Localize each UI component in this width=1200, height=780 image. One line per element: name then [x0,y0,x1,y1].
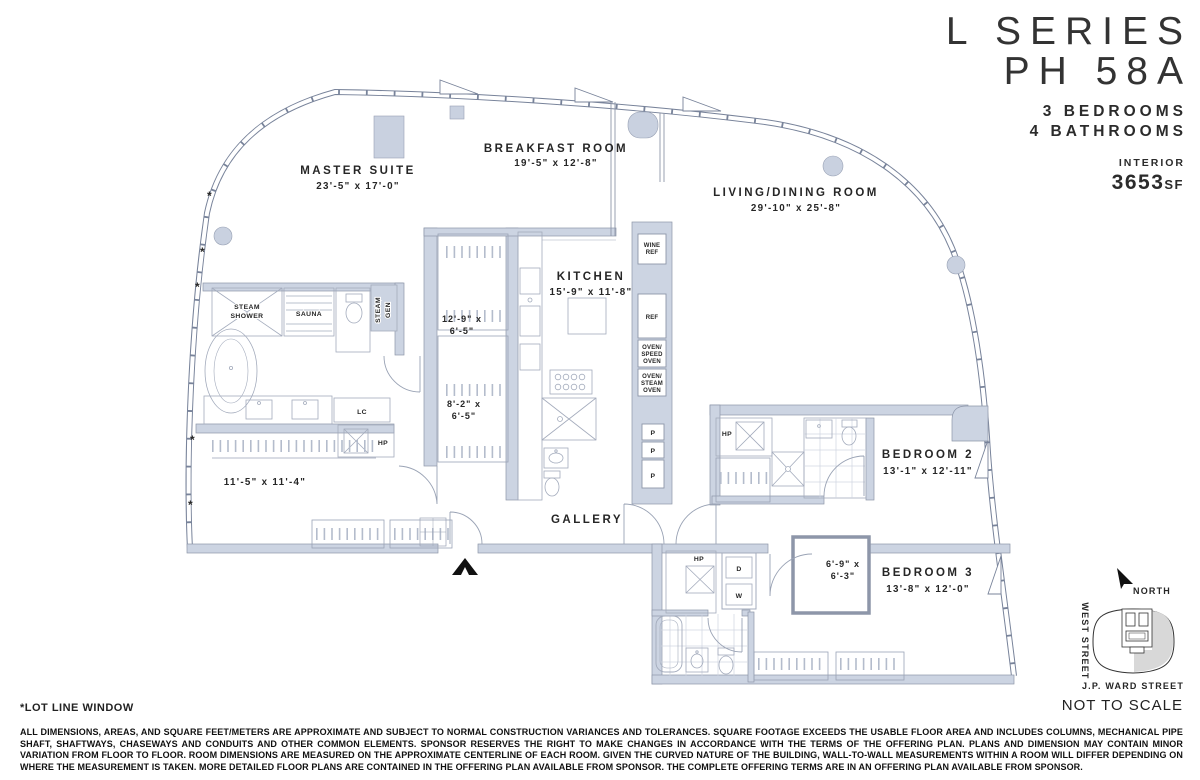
svg-text:HP: HP [693,556,705,563]
svg-text:6'-9" x: 6'-9" x [826,559,860,569]
range [550,370,592,394]
svg-text:8'-2" x: 8'-2" x [447,399,481,409]
north-label: NORTH [1133,586,1171,596]
entry-arrow [452,558,478,575]
svg-text:13'-1" x 12'-11": 13'-1" x 12'-11" [883,466,973,477]
svg-text:19'-5" x 12'-8": 19'-5" x 12'-8" [514,158,598,169]
bathrooms-count: 4 BATHROOMS [1029,123,1187,141]
room-labels [224,143,974,595]
not-to-scale-label: NOT TO SCALE [1061,697,1183,714]
svg-text:29'-10" x 25'-8": 29'-10" x 25'-8" [750,203,842,214]
unit-title: PH 58A [1003,49,1192,93]
title-block [945,10,1192,195]
living-dining-label: LIVING/DINING ROOM [713,187,879,199]
svg-text:OVEN/: OVEN/ [642,345,662,351]
north-arrow-icon [1117,568,1133,589]
kitchen-label: KITCHEN [556,271,626,283]
svg-text:*: * [200,245,205,259]
kitchen-island [568,298,606,334]
water-closet [336,288,370,352]
building-core [1122,609,1152,653]
svg-text:OVEN/: OVEN/ [642,374,662,380]
svg-text:STEAM: STEAM [234,304,260,311]
svg-text:HP: HP [377,440,389,447]
svg-text:HP: HP [721,431,733,438]
svg-text:P: P [650,430,656,437]
svg-text:LC: LC [357,409,367,416]
legal-disclaimer: ALL DIMENSIONS, AREAS, AND SQUARE FEET/METERS ARE APPROXIMATE AND SUBJECT TO NORMAL CONSTRUCTION VARIANCES AND TOLERANCES. SQUARE FOOTAGE EXCEEDS THE USABLE FLOOR AREA AND INCLUDES COLUMNS, MECHANICAL PIPE SHAFT, SHAFTWAYS, CHASEWAYS AND CONDUITS AND OTHER COMMON ELEMENTS. SPONSOR RESERVES THE RIGHT TO MAKE CHANGES IN ACCORDANCE WITH THE TERMS OF THE OFFERING PLAN. PLANS AND DIMENSION MAY CONTAIN MINOR VARIATION FROM FLOOR TO FLOOR. ROOM DIMENSIONS ARE MEASURED ON THE APPROXIMATE CENTERLINE OF EACH ROOM. GIVEN THE CURVED NATURE OF THE BUILDING, WALL-TO-WALL MEASUREMENTS WITHIN A ROOM WILL DIFFER DEPENDING ON WHERE THE MEASUREMENT IS TAKEN. MORE DETAILED FLOOR PLANS ARE CONTAINED IN THE OFFERING PLAN AVAILABLE FROM SPONSOR. THE COMPLETE OFFERING TERMS ARE IN AN OFFERING PLAN AVAILABLE FROM SPONSOR. [20,727,1183,773]
svg-text:OVEN: OVEN [643,388,661,394]
svg-text:P: P [650,448,656,455]
mid-bathroom [542,398,596,496]
interior-label: INTERIOR [1118,157,1185,170]
svg-text:*: * [195,280,200,294]
svg-text:SHOWER: SHOWER [230,313,264,320]
jp-ward-street-label: J.P. WARD STREET [1081,681,1185,691]
svg-text:STEAM: STEAM [375,297,382,323]
svg-text:12'-9" x: 12'-9" x [442,314,482,324]
svg-text:P: P [650,473,656,480]
svg-text:D: D [736,566,742,573]
svg-text:WINE: WINE [643,243,661,249]
svg-text:STEAM: STEAM [641,381,663,387]
svg-text:6'-3": 6'-3" [830,571,856,581]
breakfast-room-label: BREAKFAST ROOM [483,143,629,155]
bedroom3-bath [654,614,748,676]
den-dims-label: 11'-5" x 11'-4" [223,477,307,488]
key-plan [1080,568,1184,691]
svg-text:W: W [735,593,743,600]
west-street-label: WEST STREET [1080,602,1090,680]
svg-text:23'-5" x 17'-0": 23'-5" x 17'-0" [316,181,400,192]
svg-text:*: * [207,189,212,203]
interior-area: 3653SF [1111,171,1184,195]
svg-text:OVEN: OVEN [643,359,661,365]
wine-ref-box [638,234,666,264]
svg-text:REF: REF [645,250,659,256]
svg-text:6'-5": 6'-5" [449,326,475,336]
laundry [666,551,756,613]
bedrooms-count: 3 BEDROOMS [1042,102,1187,120]
svg-text:*: * [188,498,193,512]
bedroom2-label: BEDROOM 2 [881,449,975,461]
svg-text:6'-5": 6'-5" [451,411,477,421]
svg-text:GEN: GEN [385,302,392,318]
svg-text:REF: REF [645,315,659,321]
lot-line-note: *LOT LINE WINDOW [20,702,134,714]
svg-text:*: * [190,433,195,447]
bedroom3-label: BEDROOM 3 [881,567,975,579]
series-title: L SERIES [945,10,1192,53]
master-suite-label: MASTER SUITE [300,165,416,177]
gallery-label: GALLERY [550,514,624,526]
svg-text:SAUNA: SAUNA [295,311,323,318]
svg-text:SPEED: SPEED [641,352,663,358]
svg-text:15'-9" x 11'-8": 15'-9" x 11'-8" [549,287,633,298]
closets [212,234,904,680]
svg-text:13'-8" x 12'-0": 13'-8" x 12'-0" [886,584,970,595]
